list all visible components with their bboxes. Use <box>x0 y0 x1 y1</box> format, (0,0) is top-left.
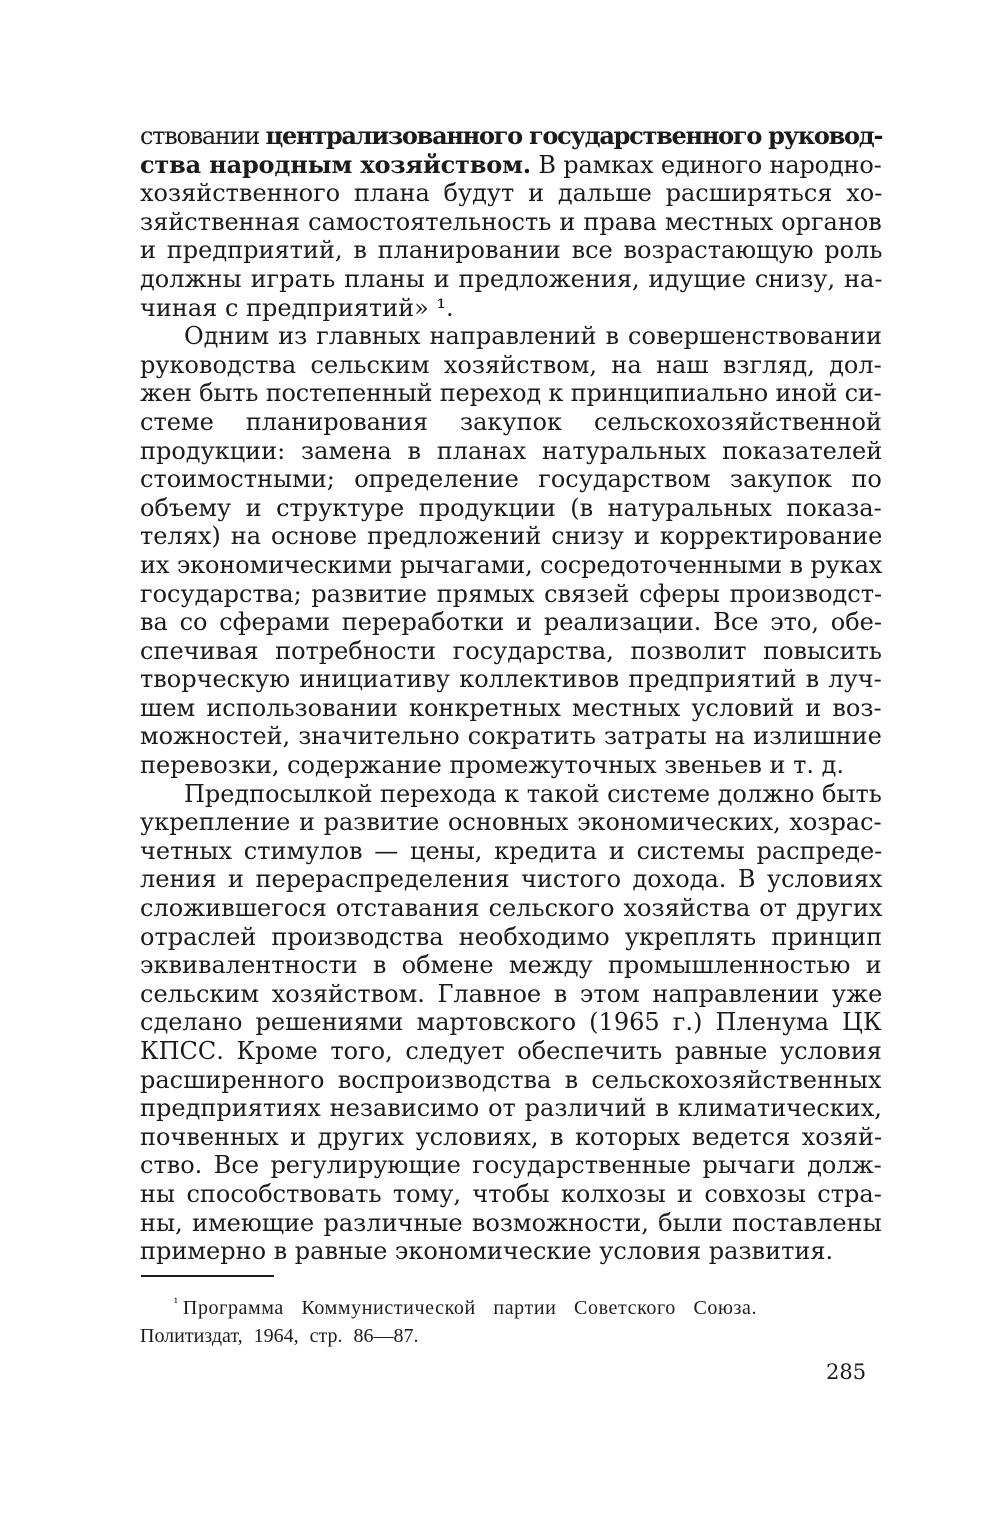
text-run: предприятиях независимо от различий в климатических, <box>140 1094 882 1123</box>
text-run: четных стимулов — цены, кредита и системы распреде- <box>140 836 883 865</box>
text-run: расширенного воспроизводства в сельскохозяйственных <box>140 1065 882 1094</box>
text-run: Предпосылкой перехода к такой системе должно быть <box>184 779 882 808</box>
text-run: зяйственная самостоятельность и права местных органов <box>140 207 882 236</box>
text-run: стеме планирования закупок сельскохозяйственной <box>140 407 882 436</box>
text-run: ны, имеющие различные возможности, были поставлены <box>140 1208 882 1237</box>
text-run: их экономическими рычагами, сосредоточенными в руках <box>140 550 883 579</box>
text-run: ствовании <box>140 122 266 150</box>
footnote-line-2 <box>140 1322 882 1350</box>
main-text <box>140 122 882 1266</box>
text-run: Одним из главных направлений в совершенствовании <box>184 322 883 351</box>
text-line <box>140 694 882 723</box>
text-line <box>140 637 882 666</box>
text-line <box>140 236 882 265</box>
text-run: творческую инициативу коллективов предприятий в луч- <box>140 665 882 694</box>
text-line <box>140 437 882 466</box>
text-line <box>140 179 882 208</box>
text-line <box>140 151 882 180</box>
text-line <box>140 951 882 980</box>
text-run: продукции: замена в планах натуральных показателей <box>140 436 883 465</box>
paragraph <box>140 780 882 1266</box>
bold-run: ства народным хозяйством. <box>140 149 531 179</box>
text-run: должны играть планы и предложения, идущие снизу, на- <box>140 264 883 293</box>
footnote-line-1 <box>140 1294 882 1322</box>
text-run: перевозки, содержание промежуточных звеньев и т. д. <box>140 751 845 780</box>
bold-run: централизованного государственного руковод- <box>265 121 883 150</box>
text-line <box>140 1151 882 1180</box>
text-line <box>140 1123 882 1152</box>
text-run: эквивалентности в обмене между промышленностью и <box>140 951 882 980</box>
paragraph <box>140 322 882 780</box>
text-run: телях) на основе предложений снизу и корректирование <box>140 522 883 551</box>
text-run: КПСС. Кроме того, следует обеспечить равные условия <box>140 1037 882 1065</box>
text-line <box>140 122 882 151</box>
text-run: можностей, значительно сократить затраты на излишние <box>140 722 882 751</box>
text-line <box>140 1008 882 1037</box>
text-line <box>140 808 882 837</box>
text-run: ва со сферами переработки и реализации. Все это, обе- <box>140 608 882 637</box>
text-line <box>140 522 882 551</box>
text-line <box>140 408 882 437</box>
text-line <box>140 351 882 380</box>
text-line <box>140 208 882 237</box>
text-line <box>140 780 882 809</box>
text-run: В рамках единого народно- <box>530 150 882 179</box>
text-line <box>140 1237 882 1266</box>
text-line <box>140 551 882 580</box>
text-run: шем использовании конкретных местных условий и воз- <box>140 693 882 722</box>
text-run: почвенных и других условиях, в которых ведется хозяй- <box>140 1122 883 1151</box>
text-run: примерно в равные экономические условия развития. <box>140 1237 834 1266</box>
text-line <box>140 580 882 609</box>
text-line <box>140 322 882 351</box>
text-line <box>140 894 882 923</box>
text-run: укрепление и развитие основных экономических, хозрас- <box>140 808 882 837</box>
text-line <box>140 1066 882 1095</box>
text-line <box>140 265 882 294</box>
footnote-rule <box>141 1275 274 1277</box>
text-run: ления и перераспределения чистого дохода. В условиях <box>140 865 883 894</box>
text-run: хозяйственного плана будут и дальше расширяться хо- <box>140 179 883 208</box>
text-run: ство. Все регулирующие государственные рычаги долж- <box>140 1151 882 1180</box>
text-run: объему и структуре продукции (в натуральных показа- <box>140 493 882 522</box>
text-line <box>140 494 882 523</box>
text-line <box>140 1180 882 1209</box>
text-line <box>140 465 882 494</box>
text-run: чиная с предприятий» ¹. <box>140 293 454 322</box>
text-run: сложившегося отставания сельского хозяйства от других <box>140 894 883 923</box>
text-run: сельским хозяйством. Главное в этом направлении уже <box>140 979 883 1008</box>
text-line <box>140 722 882 751</box>
text-line <box>140 980 882 1009</box>
text-line <box>140 1094 882 1123</box>
text-line <box>140 837 882 866</box>
text-line <box>140 923 882 952</box>
text-line <box>140 379 882 408</box>
text-run: спечивая потребности государства, позволит повысить <box>140 636 882 665</box>
text-run: отраслей производства необходимо укреплять принцип <box>140 922 883 951</box>
text-run: и предприятий, в планировании все возрастающую роль <box>140 236 883 265</box>
text-line <box>140 1209 882 1238</box>
text-run: жен быть постепенный переход к принципиально иной си- <box>140 379 882 408</box>
text-line <box>140 1037 882 1066</box>
text-run: государства; развитие прямых связей сферы производст- <box>140 579 883 608</box>
text-run: сделано решениями мартовского (1965 г.) Пленума ЦК <box>140 1008 882 1037</box>
footnote-marker: ¹ <box>174 1294 178 1310</box>
text-run: ны способствовать тому, чтобы колхозы и совхозы стра- <box>140 1179 882 1208</box>
footnote-text-2: Политиздат, 1964, стр. 86—87. <box>140 1325 419 1347</box>
page-number: 285 <box>826 1360 867 1384</box>
text-run: стоимостными; определение государством закупок по <box>140 465 882 494</box>
text-run: руководства сельским хозяйством, на наш взгляд, дол- <box>140 350 882 379</box>
text-line <box>140 608 882 637</box>
paragraph <box>140 122 882 322</box>
footnote-text-1: Программа Коммунистической партии Советского Союза. <box>182 1297 758 1319</box>
text-line <box>140 751 882 780</box>
text-line <box>140 294 882 323</box>
footnote <box>140 1294 882 1350</box>
text-line <box>140 665 882 694</box>
text-line <box>140 865 882 894</box>
